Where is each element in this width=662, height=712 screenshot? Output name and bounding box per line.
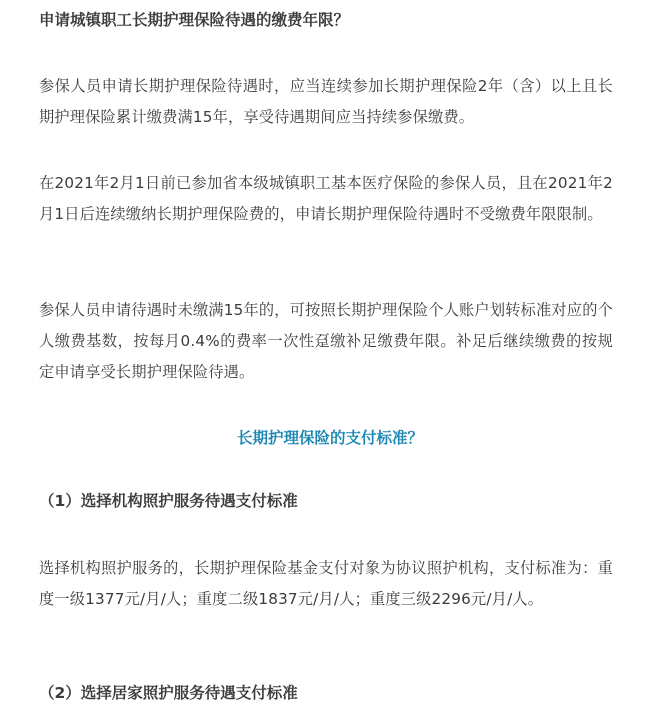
paragraph-supplement-payment: 参保人员申请待遇时未缴满15年的，可按照长期护理保险个人账户划转标准对应的个人缴费基数，按每月0.4%的费率一次性趸缴补足缴费年限。补足后继续缴费的按规定申请享受长期护理保险待遇。	[39, 301, 613, 381]
paragraph-exemption: 在2021年2月1日前已参加省本级城镇职工基本医疗保险的参保人员，且在2021年2月1日后连续缴纳长期护理保险费的，申请长期护理保险待遇时不受缴费年限限制。	[39, 174, 613, 223]
question-heading: 申请城镇职工长期护理保险待遇的缴费年限？	[39, 11, 350, 29]
paragraph-institutional-care-standard: 选择机构照护服务的，长期护理保险基金支付对象为协议照护机构，支付标准为：重度一级1377元/月/人；重度二级1837元/月/人；重度三级2296元/月/人。	[39, 559, 613, 608]
subheading-institutional-care: （1）选择机构照护服务待遇支付标准	[39, 492, 298, 510]
paragraph-contribution-requirement: 参保人员申请长期护理保险待遇时，应当连续参加长期护理保险2年（含）以上且长期护理保险累计缴费满15年，享受待遇期间应当持续参保缴费。	[39, 77, 613, 126]
section-title-payment-standard: 长期护理保险的支付标准？	[236, 429, 423, 447]
subheading-home-care: （2）选择居家照护服务待遇支付标准	[39, 684, 298, 702]
